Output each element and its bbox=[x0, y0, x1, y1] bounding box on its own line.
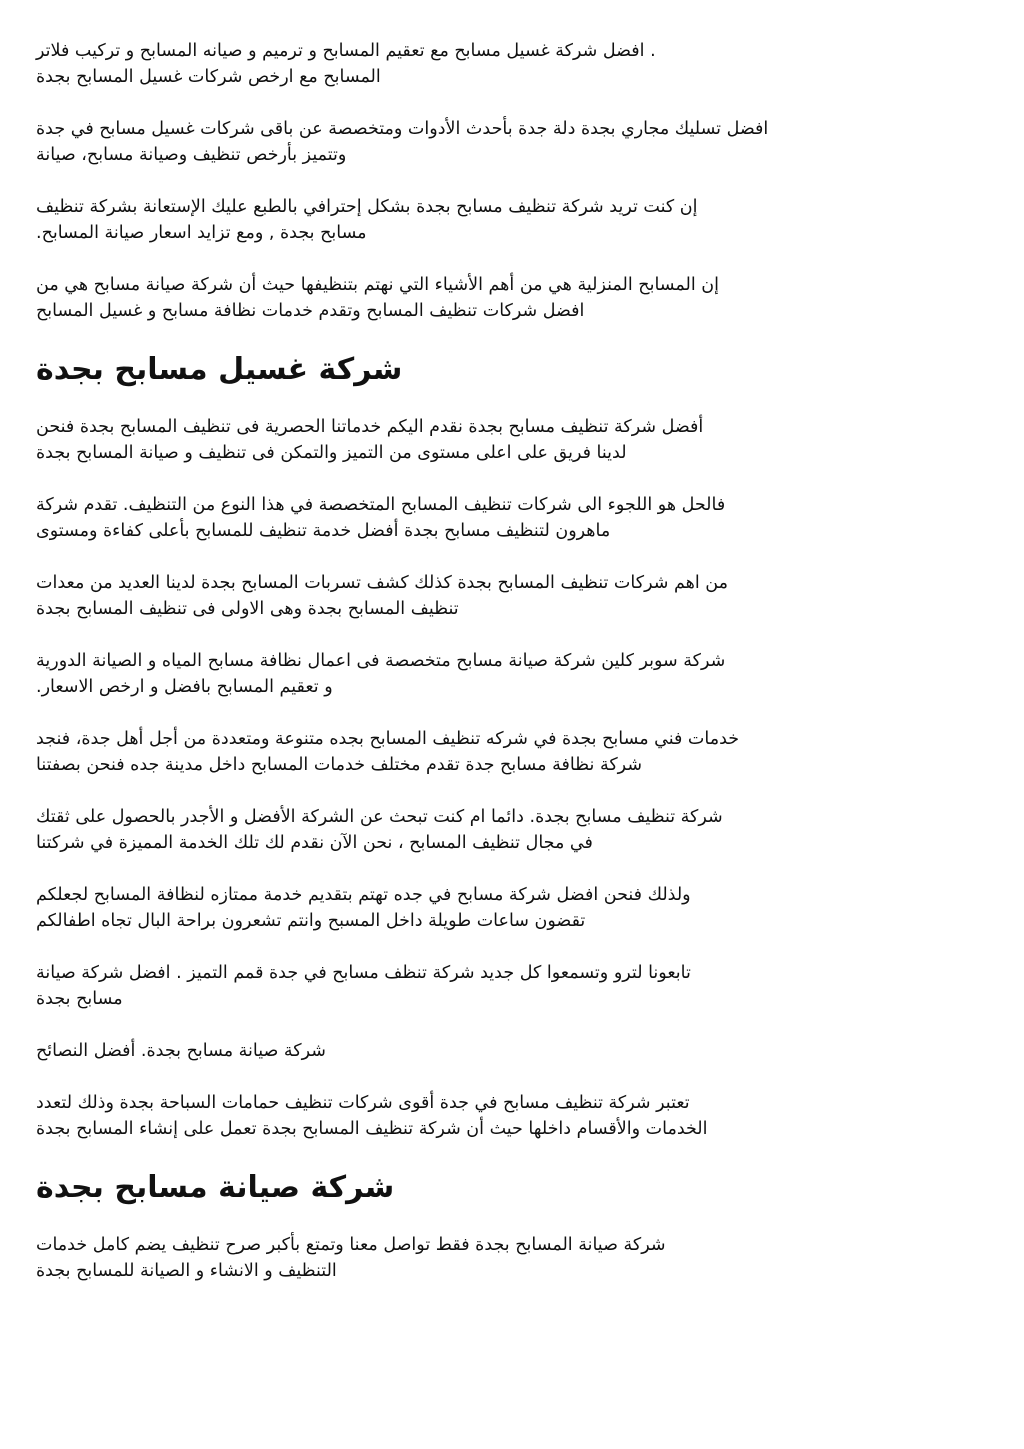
paragraph-line: المسابح مع ارخص شركات غسيل المسابح بجدة bbox=[36, 67, 381, 87]
paragraph-11 bbox=[36, 882, 990, 934]
paragraph-line: أفضل شركة تنظيف مسابح بجدة نقدم اليكم خدماتنا الحصرية فى تنظيف المسابح بجدة فنحن bbox=[36, 417, 704, 437]
paragraph-15 bbox=[36, 1232, 990, 1284]
paragraph-line: ماهرون لتنظيف مسابح بجدة أفضل خدمة تنظيف للمسابح بأعلى كفاءة ومستوى bbox=[36, 521, 611, 541]
paragraph-line: من اهم شركات تنظيف المسابح بجدة كذلك كشف تسربات المسابح بجدة لدينا العديد من معدات bbox=[36, 573, 728, 593]
paragraph-line: خدمات فني مسابح بجدة في شركه تنظيف المسابح بجده متنوعة ومتعددة من أجل أهل جدة، فنجد bbox=[36, 729, 740, 749]
paragraph-line: تقضون ساعات طويلة داخل المسبح وانتم تشعرون براحة البال تجاه اطفالكم bbox=[36, 911, 586, 931]
paragraph-line: وتتميز بأرخص تنظيف وصيانة مسابح، صيانة bbox=[36, 145, 347, 165]
paragraph-13 bbox=[36, 1038, 990, 1064]
paragraph-line: و تعقيم المسابح بافضل و ارخص الاسعار. bbox=[36, 677, 333, 697]
paragraph-2 bbox=[36, 116, 990, 168]
paragraph-line: شركة صيانة مسابح بجدة. أفضل النصائح bbox=[36, 1041, 326, 1061]
paragraph-line: تابعونا لترو وتسمعوا كل جديد شركة تنظف مسابح في جدة قمم التميز . افضل شركة صيانة bbox=[36, 963, 691, 983]
paragraph-3 bbox=[36, 194, 990, 246]
paragraph-line: لدينا فريق على اعلى مستوى من التميز والتمكن فى تنظيف و صيانة المسابح بجدة bbox=[36, 443, 627, 463]
paragraph-line: شركة سوبر كلين شركة صيانة مسابح متخصصة فى اعمال نظافة مسابح المياه و الصيانة الدورية bbox=[36, 651, 726, 671]
paragraph-12 bbox=[36, 960, 990, 1012]
paragraph-4 bbox=[36, 272, 990, 324]
paragraph-line: الخدمات والأقسام داخلها حيث أن شركة تنظيف المسابح بجدة تعمل على إنشاء المسابح بجدة bbox=[36, 1119, 708, 1139]
section-heading-pool-maintenance: شركة صيانة مسابح بجدة bbox=[36, 1170, 395, 1205]
paragraph-line: افضل شركات تنظيف المسابح وتقدم خدمات نظافة مسابح و غسيل المسابح bbox=[36, 301, 585, 321]
paragraph-line: في مجال تنظيف المسابح ، نحن الآن نقدم لك تلك الخدمة المميزة في شركتنا bbox=[36, 833, 593, 853]
paragraph-line: . افضل شركة غسيل مسابح مع تعقيم المسابح و ترميم و صيانه المسابح و تركيب فلاتر bbox=[36, 41, 656, 61]
paragraph-10 bbox=[36, 804, 990, 856]
paragraph-14 bbox=[36, 1090, 990, 1142]
paragraph-line: التنظيف و الانشاء و الصيانة للمسابح بجدة bbox=[36, 1261, 337, 1281]
paragraph-1 bbox=[36, 38, 990, 90]
paragraph-9 bbox=[36, 726, 990, 778]
paragraph-line: افضل تسليك مجاري بجدة دلة جدة بأحدث الأدوات ومتخصصة عن باقى شركات غسيل مسابح في جدة bbox=[36, 119, 769, 139]
paragraph-6 bbox=[36, 492, 990, 544]
paragraph-line: إن المسابح المنزلية هي من أهم الأشياء التي نهتم بتنظيفها حيث أن شركة صيانة مسابح هي من bbox=[36, 275, 719, 295]
paragraph-line: ولذلك فنحن افضل شركة مسابح في جده تهتم بتقديم خدمة ممتازه لنظافة المسابح لجعلكم bbox=[36, 885, 691, 905]
paragraph-line: فالحل هو اللجوء الى شركات تنظيف المسابح المتخصصة في هذا النوع من التنظيف. تقدم شركة bbox=[36, 495, 726, 515]
paragraph-line: تنظيف المسابح بجدة وهى الاولى فى تنظيف المسابح بجدة bbox=[36, 599, 459, 619]
paragraph-line: تعتبر شركة تنظيف مسابح في جدة أقوى شركات تنظيف حمامات السباحة بجدة وذلك لتعدد bbox=[36, 1093, 690, 1113]
paragraph-5 bbox=[36, 414, 990, 466]
paragraph-line: شركة نظافة مسابح جدة تقدم مختلف خدمات المسابح داخل مدينة جده فنحن بصفتنا bbox=[36, 755, 643, 775]
paragraph-7 bbox=[36, 570, 990, 622]
section-heading-pool-washing: شركة غسيل مسابح بجدة bbox=[36, 352, 403, 387]
paragraph-8 bbox=[36, 648, 990, 700]
paragraph-line: شركة تنظيف مسابح بجدة. دائما ام كنت تبحث عن الشركة الأفضل و الأجدر بالحصول على ثقتك bbox=[36, 807, 723, 827]
paragraph-line: شركة صيانة المسابح بجدة فقط تواصل معنا وتمتع بأكبر صرح تنظيف يضم كامل خدمات bbox=[36, 1235, 666, 1255]
paragraph-line: إن كنت تريد شركة تنظيف مسابح بجدة بشكل إحترافي بالطبع عليك الإستعانة بشركة تنظيف bbox=[36, 197, 698, 217]
paragraph-line: مسابح بجدة bbox=[36, 989, 123, 1009]
paragraph-line: مسابح بجدة , ومع تزايد اسعار صيانة المسابح. bbox=[36, 223, 367, 243]
